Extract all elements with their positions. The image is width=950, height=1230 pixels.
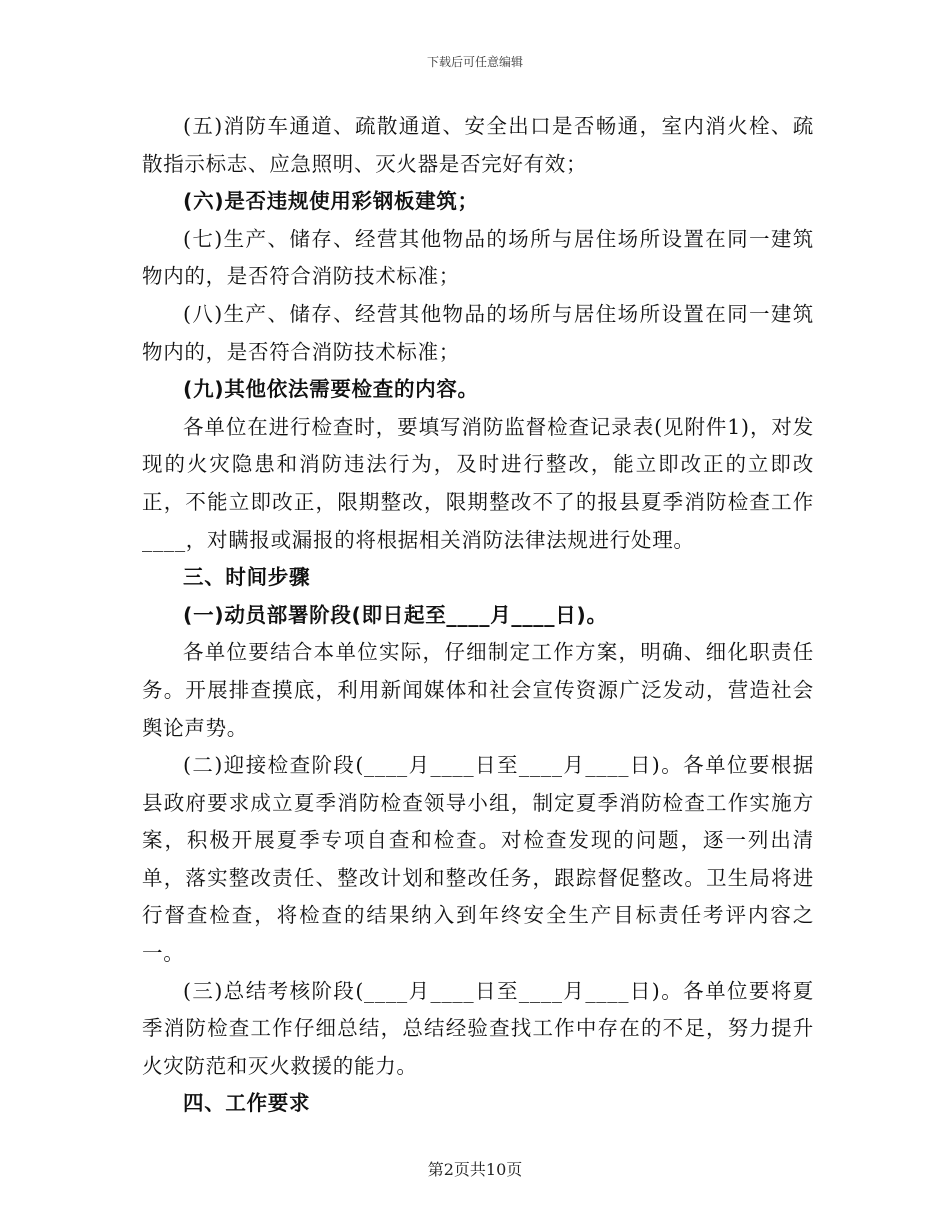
paragraph: (六)是否违规使用彩钢板建筑；: [183, 189, 479, 214]
page-header: 下载后可任意编辑: [426, 55, 523, 69]
paragraph: 各单位要结合本单位实际，仔细制定工作方案，明确、细化职责任务。开展排查摸底，利用新闻媒体和社会宣传资源广泛发动，营造社会舆论声势。: [142, 640, 814, 740]
paragraph: (二)迎接检查阶段(____月____日至____月____日)。各单位要根据县政府要求成立夏季消防检查领导小组，制定夏季消防检查工作实施方案，积极开展夏季专项自查和检查。对检查发现的问题，逐一列出清单，落实整改责任、整改计划和整改任务，跟踪督促整改。卫生局将进行督查检查，将检查的结果纳入到年终安全生产目标责任考评内容之一。: [142, 753, 814, 966]
paragraph: (九)其他依法需要检查的内容。: [183, 377, 479, 402]
paragraph: (一)动员部署阶段(即日起至____月____日)。: [183, 602, 608, 627]
paragraph: (三)总结考核阶段(____月____日至____月____日)。各单位要将夏季消防检查工作仔细总结，总结经验查找工作中存在的不足，努力提升火灾防范和灭火救援的能力。: [142, 978, 814, 1078]
section-heading: 三、时间步骤: [183, 565, 311, 590]
document-body: [142, 108, 814, 1123]
section-heading: 四、工作要求: [183, 1091, 311, 1116]
paragraph: (八)生产、储存、经营其他物品的场所与居住场所设置在同一建筑物内的，是否符合消防技术标准；: [142, 301, 814, 364]
paragraph: 各单位在进行检查时，要填写消防监督检查记录表(见附件1)，对发现的火灾隐患和消防违法行为，及时进行整改，能立即改正的立即改正，不能立即改正，限期整改，限期整改不了的报县夏季消防检查工作____，对瞒报或漏报的将根据相关消防法律法规进行处理。: [142, 414, 814, 552]
paragraph: (五)消防车通道、疏散通道、安全出口是否畅通，室内消火栓、疏散指示标志、应急照明、灭火器是否完好有效；: [142, 114, 814, 176]
page-number: 第2页共10页: [427, 1160, 523, 1179]
paragraph: (七)生产、储存、经营其他物品的场所与居住场所设置在同一建筑物内的，是否符合消防技术标准；: [142, 226, 814, 289]
